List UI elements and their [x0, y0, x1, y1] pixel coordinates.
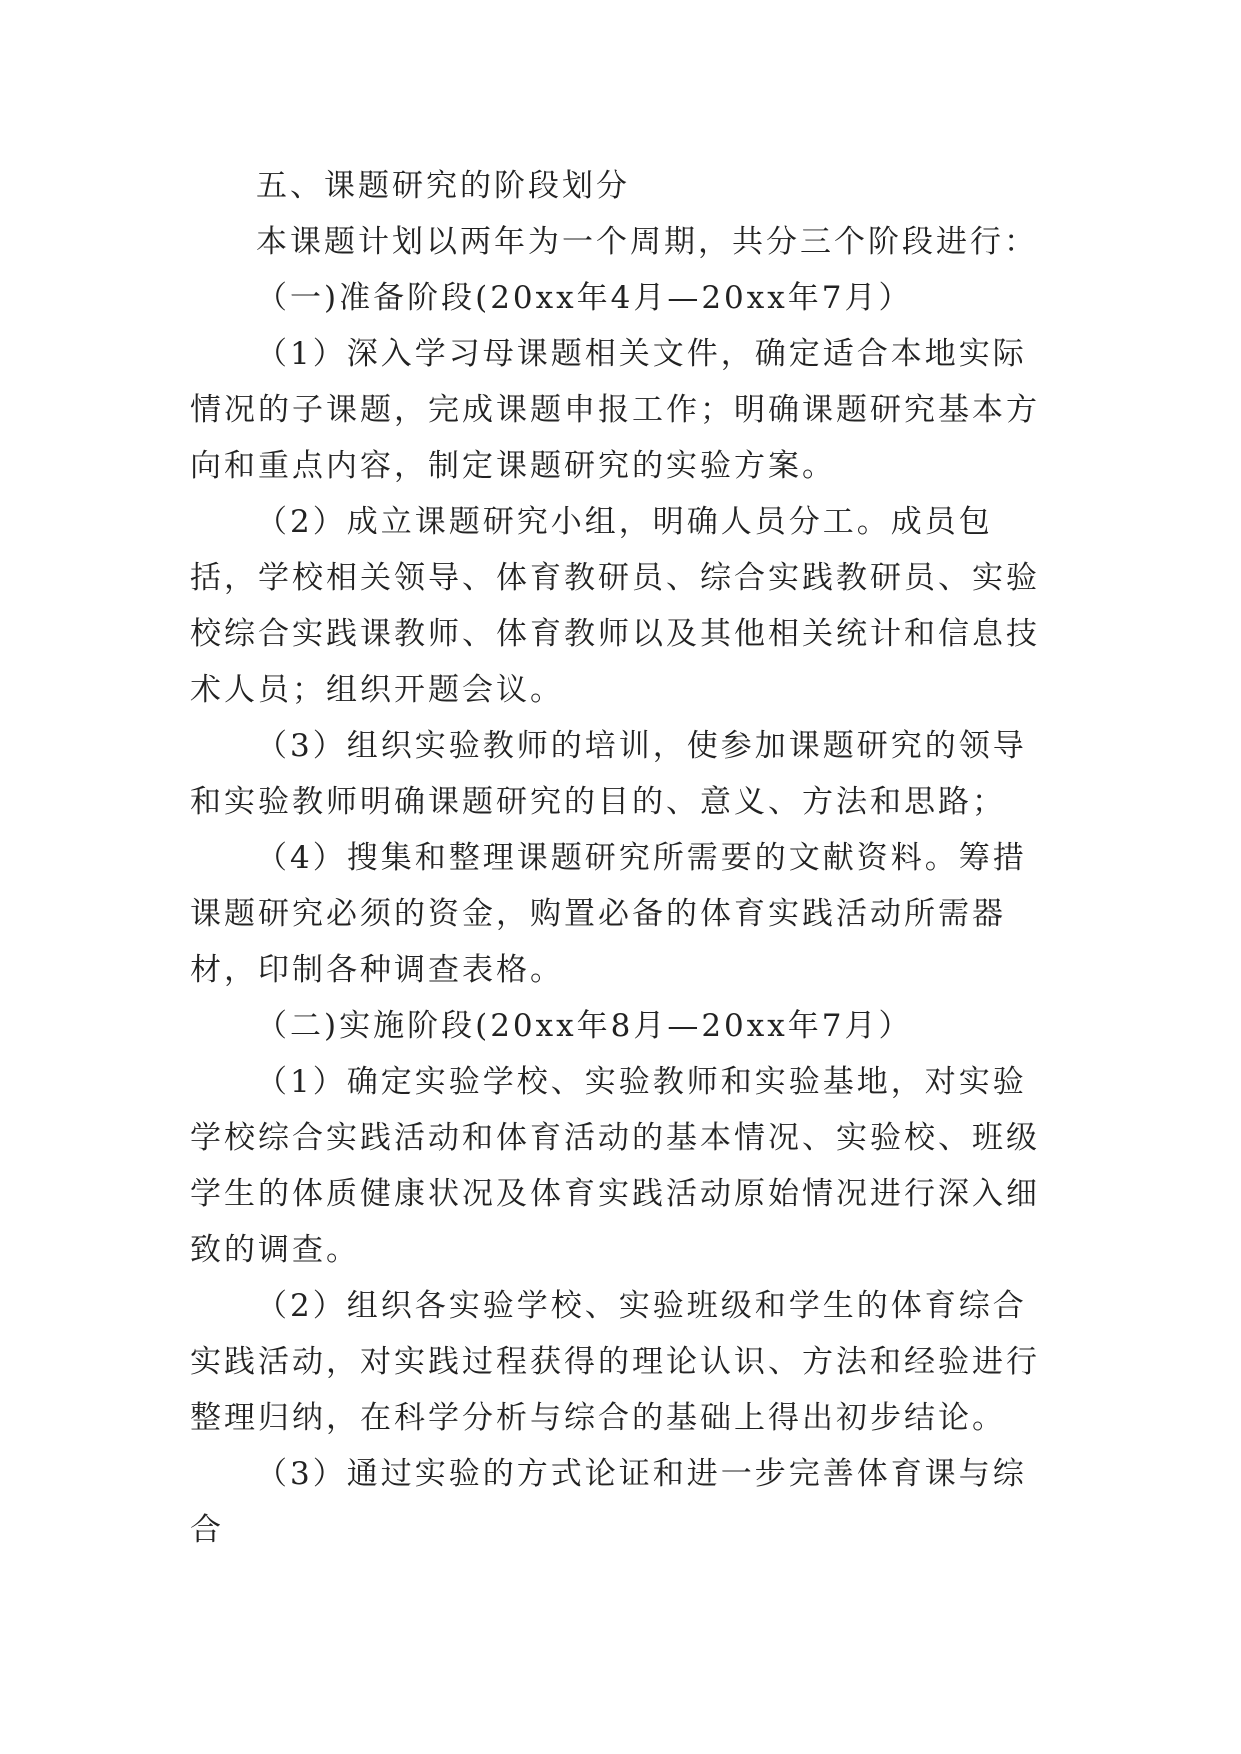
stage-two-item-1: （1）确定实验学校、实验教师和实验基地，对实验学校综合实践活动和体育活动的基本情况、实验校、班级学生的体质健康状况及体育实践活动原始情况进行深入细致的调查。: [190, 1064, 1040, 1268]
document-body: [190, 158, 1056, 1558]
stage-two-item-3: （3）通过实验的方式论证和进一步完善体育课与综合: [190, 1456, 1027, 1548]
stage-one-item-3: （3）组织实验教师的培训，使参加课题研究的领导和实验教师明确课题研究的目的、意义、方法和思路；: [190, 728, 1027, 820]
paragraph-intro: 本课题计划以两年为一个周期，共分三个阶段进行：: [256, 224, 1038, 260]
section-heading: 五、课题研究的阶段划分: [256, 168, 630, 204]
stage-one-item-4: （4）搜集和整理课题研究所需要的文献资料。筹措课题研究必须的资金，购置必备的体育实践活动所需器材，印制各种调查表格。: [190, 840, 1027, 988]
stage-two-heading: （二)实施阶段(20xx年8月—20xx年7月）: [256, 1008, 913, 1044]
stage-one-item-1: （1）深入学习母课题相关文件，确定适合本地实际情况的子课题，完成课题申报工作；明确课题研究基本方向和重点内容，制定课题研究的实验方案。: [190, 336, 1040, 484]
stage-one-heading: （一)准备阶段(20xx年4月—20xx年7月）: [256, 280, 913, 316]
stage-one-item-2: （2）成立课题研究小组，明确人员分工。成员包括，学校相关领导、体育教研员、综合实践教研员、实验校综合实践课教师、体育教师以及其他相关统计和信息技术人员；组织开题会议。: [190, 504, 1040, 708]
stage-two-item-2: （2）组织各实验学校、实验班级和学生的体育综合实践活动，对实践过程获得的理论认识、方法和经验进行整理归纳，在科学分析与综合的基础上得出初步结论。: [190, 1288, 1040, 1436]
